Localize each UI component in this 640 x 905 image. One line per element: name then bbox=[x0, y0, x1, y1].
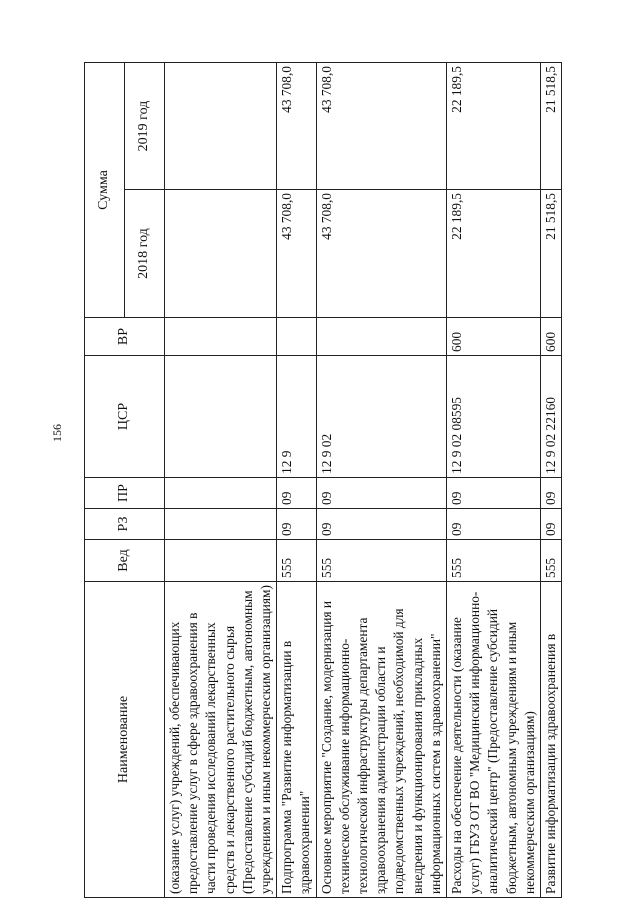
row-pr bbox=[165, 478, 277, 509]
row-pr: 09 bbox=[316, 478, 446, 509]
row-2018: 22 189,5 bbox=[447, 190, 541, 318]
row-2018 bbox=[165, 190, 277, 318]
row-rz: 09 bbox=[316, 509, 446, 540]
page-number: 156 bbox=[50, 424, 64, 442]
header-2018: 2018 год bbox=[125, 190, 165, 318]
row-pr: 09 bbox=[277, 478, 316, 509]
row-name: (оказание услуг) учреждений, обеспечивающих предоставление услуг в сфере здравоохранения в части проведения исследований лекарственных средств и лекарственного растительного сырья (Предоставление субсидий бюджетным, автономным учреждениям и иным некоммерческим организациям) bbox=[165, 582, 277, 898]
row-vr bbox=[316, 318, 446, 356]
budget-table bbox=[84, 62, 562, 898]
row-vr bbox=[165, 318, 277, 356]
row-2019: 43 708,0 bbox=[316, 63, 446, 190]
row-ved: 555 bbox=[316, 540, 446, 582]
table-row bbox=[541, 63, 562, 898]
row-2019: 22 189,5 bbox=[447, 63, 541, 190]
row-rz: 09 bbox=[277, 509, 316, 540]
table-row bbox=[316, 63, 446, 898]
row-2019 bbox=[165, 63, 277, 190]
table-row bbox=[447, 63, 541, 898]
header-sum: Сумма bbox=[85, 63, 125, 318]
row-csr: 12 9 bbox=[277, 356, 316, 478]
row-ved: 555 bbox=[447, 540, 541, 582]
row-pr: 09 bbox=[541, 478, 562, 509]
row-pr: 09 bbox=[447, 478, 541, 509]
header-ved: Вед bbox=[85, 540, 165, 582]
header-2019: 2019 год bbox=[125, 63, 165, 190]
row-csr: 12 9 02 bbox=[316, 356, 446, 478]
row-name: Расходы на обеспечение деятельности (оказание услуг) ГБУЗ ОТ ВО "Медицинский информационно-аналитический центр" (Предоставление субсидий бюджетным, автономным учреждениям и иным некоммерческим организациям) bbox=[447, 582, 541, 898]
row-csr: 12 9 02 08595 bbox=[447, 356, 541, 478]
row-rz: 09 bbox=[541, 509, 562, 540]
row-name: Подпрограмма "Развитие информатизации в здравоохранении" bbox=[277, 582, 316, 898]
row-csr bbox=[165, 356, 277, 478]
row-vr: 600 bbox=[541, 318, 562, 356]
row-2018: 21 518,5 bbox=[541, 190, 562, 318]
row-2018: 43 708,0 bbox=[316, 190, 446, 318]
row-ved bbox=[165, 540, 277, 582]
row-name: Основное мероприятие "Создание, модернизация и техническое обслуживание информационно-технологической инфраструктуры департамента здравоохранения администрации области и подведомственных учреждений, необходимой для внедрения и функционирования прикладных информационных систем в здравоохранении" bbox=[316, 582, 446, 898]
table-row bbox=[165, 63, 277, 898]
row-ved: 555 bbox=[541, 540, 562, 582]
budget-table-sheet bbox=[84, 63, 613, 898]
header-vr: ВР bbox=[85, 318, 165, 356]
header-rz: РЗ bbox=[85, 509, 165, 540]
header-name: Наименование bbox=[85, 582, 165, 898]
row-2018: 43 708,0 bbox=[277, 190, 316, 318]
table-row bbox=[277, 63, 316, 898]
header-csr: ЦСР bbox=[85, 356, 165, 478]
row-vr bbox=[277, 318, 316, 356]
row-ved: 555 bbox=[277, 540, 316, 582]
row-rz: 09 bbox=[447, 509, 541, 540]
row-rz bbox=[165, 509, 277, 540]
row-name: Развитие информатизации здравоохранения в bbox=[541, 582, 562, 898]
header-pr: ПР bbox=[85, 478, 165, 509]
row-csr: 12 9 02 22160 bbox=[541, 356, 562, 478]
row-2019: 43 708,0 bbox=[277, 63, 316, 190]
row-vr: 600 bbox=[447, 318, 541, 356]
row-2019: 21 518,5 bbox=[541, 63, 562, 190]
